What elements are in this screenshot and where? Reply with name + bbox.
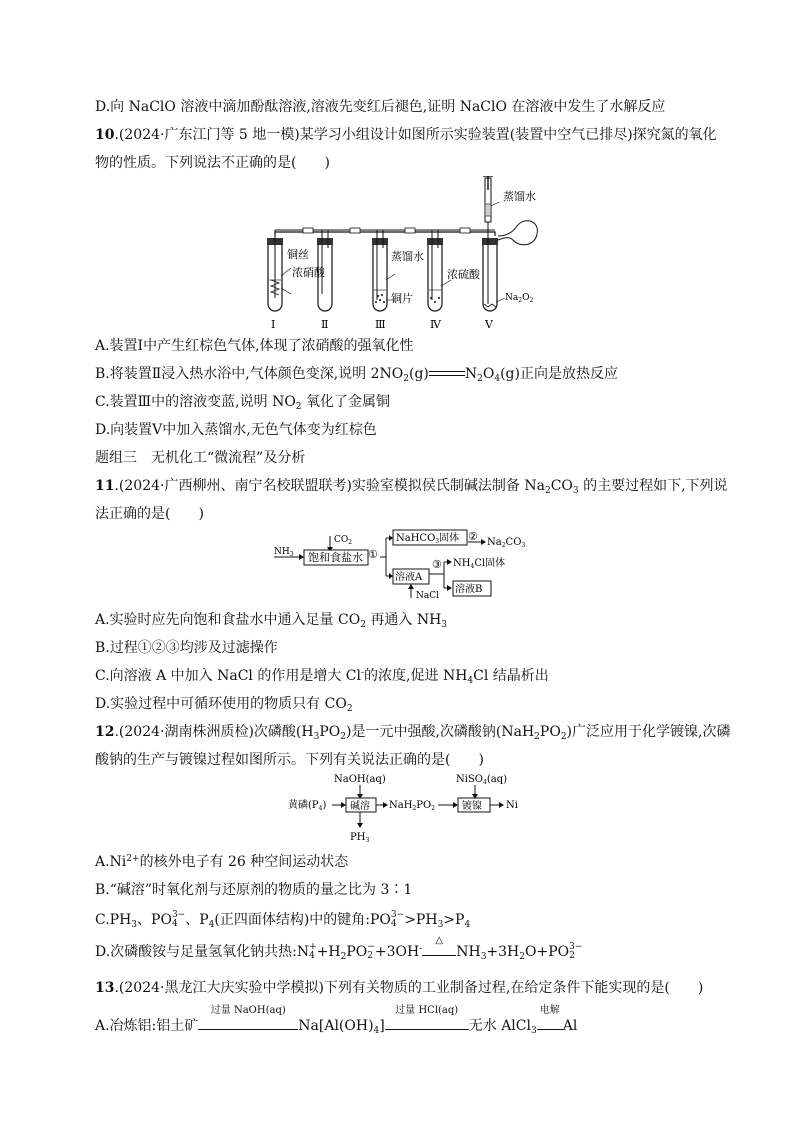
- q12-flowchart: [288, 770, 528, 846]
- label-conc-sulfuric: 浓硫酸: [447, 268, 480, 281]
- svg-text:溶液B: 溶液B: [455, 584, 483, 595]
- roman-1: Ⅰ: [271, 318, 276, 331]
- svg-text:Ni: Ni: [506, 800, 518, 811]
- svg-text:碱溶: 碱溶: [350, 801, 370, 812]
- q10-option-a: A.装置Ⅰ中产生红棕色气体,体现了浓硝酸的强氧化性: [95, 338, 414, 354]
- q13-option-a: A.冶炼铝:铝土矿 过量 NaOH(aq) $Na[Al(OH)_4]$ 过量 HCl(aq) 无水 AlCl$_3$ 电解 Al: [95, 1005, 578, 1036]
- label-copper-sheet: 铜片: [391, 292, 413, 305]
- svg-text:溶液A: 溶液A: [395, 572, 423, 583]
- q10-option-b: B.将装置Ⅱ浸入热水浴中,气体颜色变深,说明 $2NO_2(g)$ $N_2O_4(g)$正向是放热反应: [95, 366, 618, 384]
- svg-text:CO2: $CO_2$: [334, 535, 353, 546]
- svg-text:NaOH(aq): NaOH(aq): [334, 774, 386, 785]
- q11-stem-line1: 11.(2024·广西柳州、南宁名校联盟联考)实验室模拟侯氏制碱法制备 $Na_2CO_3$ 的主要过程如下,下列说: [95, 478, 728, 496]
- svg-text:饱和食盐水: 饱和食盐水: [308, 551, 363, 564]
- q11-option-c: C.向溶液 A 中加入 NaCl 的作用是增大 Cl-的浓度,促进 $NH_4Cl$ 结晶析出: [95, 668, 549, 686]
- label-copper-wire: 铜丝: [287, 248, 309, 261]
- svg-text:①: ①: [368, 548, 378, 561]
- label-distilled-water-top: 蒸馏水: [503, 190, 536, 203]
- svg-text:NaH2PO2: $NaH_2PO_2$: [389, 800, 436, 812]
- svg-text:NaHCO3固体: NaHCO$_3$固体: [396, 533, 460, 545]
- equilibrium-arrow: [429, 369, 465, 379]
- label-distilled-water-3: 蒸馏水: [391, 250, 424, 263]
- q12-option-b: B.“碱溶”时氧化剂与还原剂的物质的量之比为 3∶1: [95, 882, 413, 898]
- q9-option-d: D.向 NaClO 溶液中滴加酚酞溶液,溶液先变红后褪色,证明 NaClO 在溶液中发生了水解反应: [95, 99, 666, 115]
- svg-text:PH3: $PH_3$: [350, 832, 370, 844]
- q10-option-c: C.装置Ⅲ中的溶液变蓝,说明 $NO_2$ 氧化了金属铜: [95, 394, 390, 412]
- label-conc-nitric: 浓硝酸: [292, 266, 325, 279]
- svg-text:②: ②: [468, 530, 478, 543]
- arrow-hcl: 过量 HCl(aq): [385, 1016, 469, 1036]
- q12-stem-line1: 12.(2024·湖南株洲质检)次磷酸$(H_3PO_2)$是一元中强酸,次磷酸钠$(NaH_2PO_2)$广泛应用于化学镀镍,次磷: [95, 724, 731, 742]
- roman-2: Ⅱ: [321, 318, 329, 331]
- svg-text:NaCl: NaCl: [416, 591, 440, 600]
- q10-apparatus-figure: [255, 176, 555, 334]
- q11-stem-line2: 法正确的是( ): [95, 506, 204, 522]
- section-heading: 题组三 无机化工“微流程”及分析: [95, 450, 306, 466]
- q12-option-d: D.次磷酸铵与足量氢氧化钠共热:N + 4 $+H_2PO$ − 2 +3OH- △ $NH_3+3H_2O+PO$ 3− 2: [95, 935, 583, 962]
- roman-5: Ⅴ: [485, 318, 493, 331]
- heating-arrow: △: [422, 942, 456, 962]
- svg-text:NiSO4(aq): NiSO$_4$(aq): [456, 774, 507, 786]
- q12-option-a: $A.Ni^{2+}$的核外电子有 26 种空间运动状态: [95, 854, 349, 870]
- arrow-electrolysis: 电解: [537, 1016, 563, 1036]
- arrow-naoh: 过量 NaOH(aq): [198, 1016, 298, 1036]
- roman-4: Ⅳ: [430, 318, 441, 331]
- q10-option-d: D.向装置Ⅴ中加入蒸馏水,无色气体变为红棕色: [95, 422, 377, 438]
- q11-option-a: A.实验时应先向饱和食盐水中通入足量 $CO_2$ 再通入 $NH_3$: [95, 612, 448, 630]
- label-na2o2: $Na_2O_2$: [505, 293, 534, 304]
- roman-3: Ⅲ: [375, 318, 386, 331]
- tube-1: [267, 230, 291, 311]
- q10-number: 10: [95, 127, 115, 143]
- q11-option-d: D.实验过程中可循环使用的物质只有 $CO_2$: [95, 696, 353, 714]
- svg-text:NH4Cl固体: $NH_4Cl$固体: [453, 558, 506, 570]
- q12-stem-line2: 酸钠的生产与镀镍过程如图所示。下列有关说法正确的是( ): [95, 752, 484, 768]
- q11-option-b: B.过程①②③均涉及过滤操作: [95, 640, 278, 656]
- q10-stem-line1: 10.(2024·广东江门等 5 地一模)某学习小组设计如图所示实验装置(装置中空气已排尽)探究氮的氧化: [95, 127, 717, 143]
- q12-option-c: $C.PH_3$、PO 3− 4 、$P_4$(正四面体结构)中的键角:PO 3− 4 $>PH_3>P_4$: [95, 910, 471, 930]
- svg-text:镀镍: 镀镍: [462, 801, 482, 812]
- svg-text:③: ③: [432, 558, 442, 571]
- svg-text:NH3: $NH_3$: [274, 547, 294, 558]
- svg-text:黄磷(P4): 黄磷$(P_4)$: [288, 800, 327, 812]
- q11-flowchart: [272, 528, 542, 600]
- svg-text:Na2CO3: $Na_2CO_3$: [487, 537, 526, 549]
- q13-stem: 13.(2024·黑龙江大庆实验中学模拟)下列有关物质的工业制备过程,在给定条件下能实现的是( ): [95, 980, 704, 996]
- q10-stem-line2: 物的性质。下列说法不正确的是( ): [95, 155, 330, 171]
